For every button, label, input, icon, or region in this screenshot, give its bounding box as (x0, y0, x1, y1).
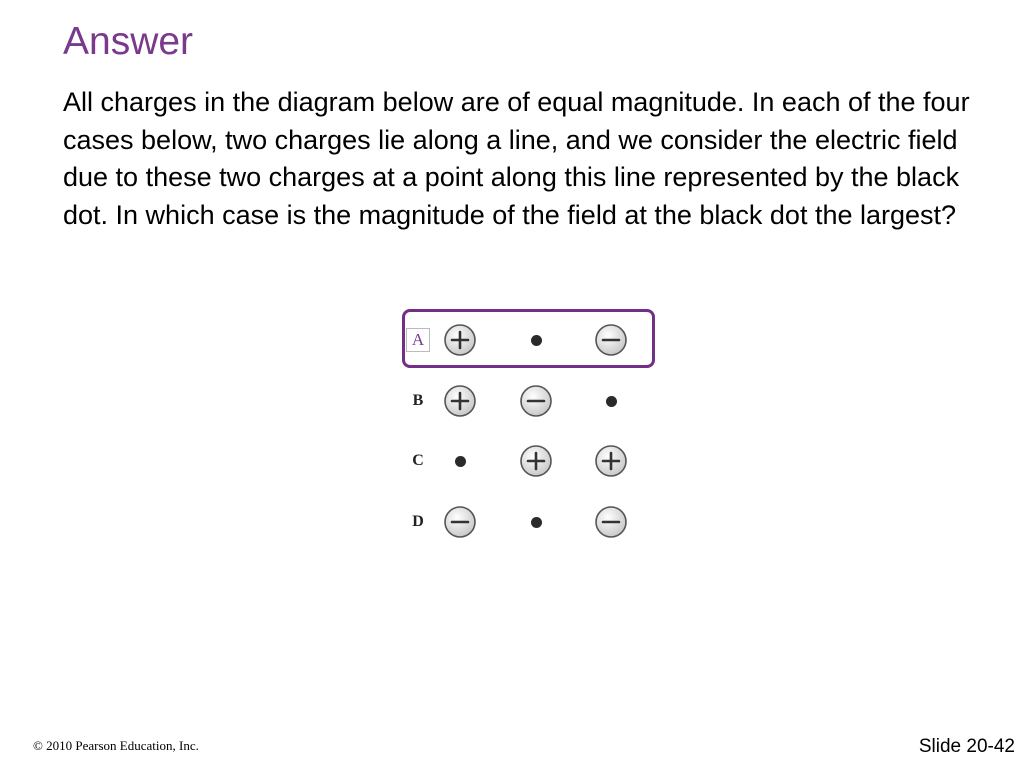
diagram-row-d (400, 513, 662, 562)
row-label-b: B (412, 392, 424, 409)
question-text: All charges in the diagram below are of equal magnitude. In each of the four cases below, two charges lie along a line, and we consider the electric field due to these two charges at a point along this line represented by the black dot. In which case is the magnitude of the field at the black dot the largest? (63, 87, 970, 230)
negative-charge-icon-d-0 (443, 505, 477, 539)
positive-charge-icon-b-0 (443, 384, 477, 418)
negative-charge-icon-d-2 (594, 505, 628, 539)
slide-title: Answer (63, 20, 194, 63)
diagram-row-c (400, 452, 662, 501)
row-label-d: D (412, 513, 424, 530)
positive-charge-icon-c-1 (519, 444, 553, 478)
positive-charge-icon-c-2 (594, 444, 628, 478)
charge-diagram (400, 306, 662, 546)
positive-charge-icon-a-0 (443, 323, 477, 357)
diagram-row-a (400, 330, 662, 380)
row-label-c: C (412, 452, 424, 469)
row-label-a: A (406, 328, 430, 352)
field-point-dot-c (455, 456, 466, 467)
copyright-notice: © 2010 Pearson Education, Inc. (33, 738, 199, 753)
field-point-dot-b (606, 396, 617, 407)
slide-number: Slide 20-42 (918, 736, 1015, 757)
field-point-dot-d (531, 517, 542, 528)
negative-charge-icon-b-1 (519, 384, 553, 418)
diagram-row-b (400, 392, 662, 441)
field-point-dot-a (531, 335, 542, 346)
negative-charge-icon-a-2 (594, 323, 628, 357)
